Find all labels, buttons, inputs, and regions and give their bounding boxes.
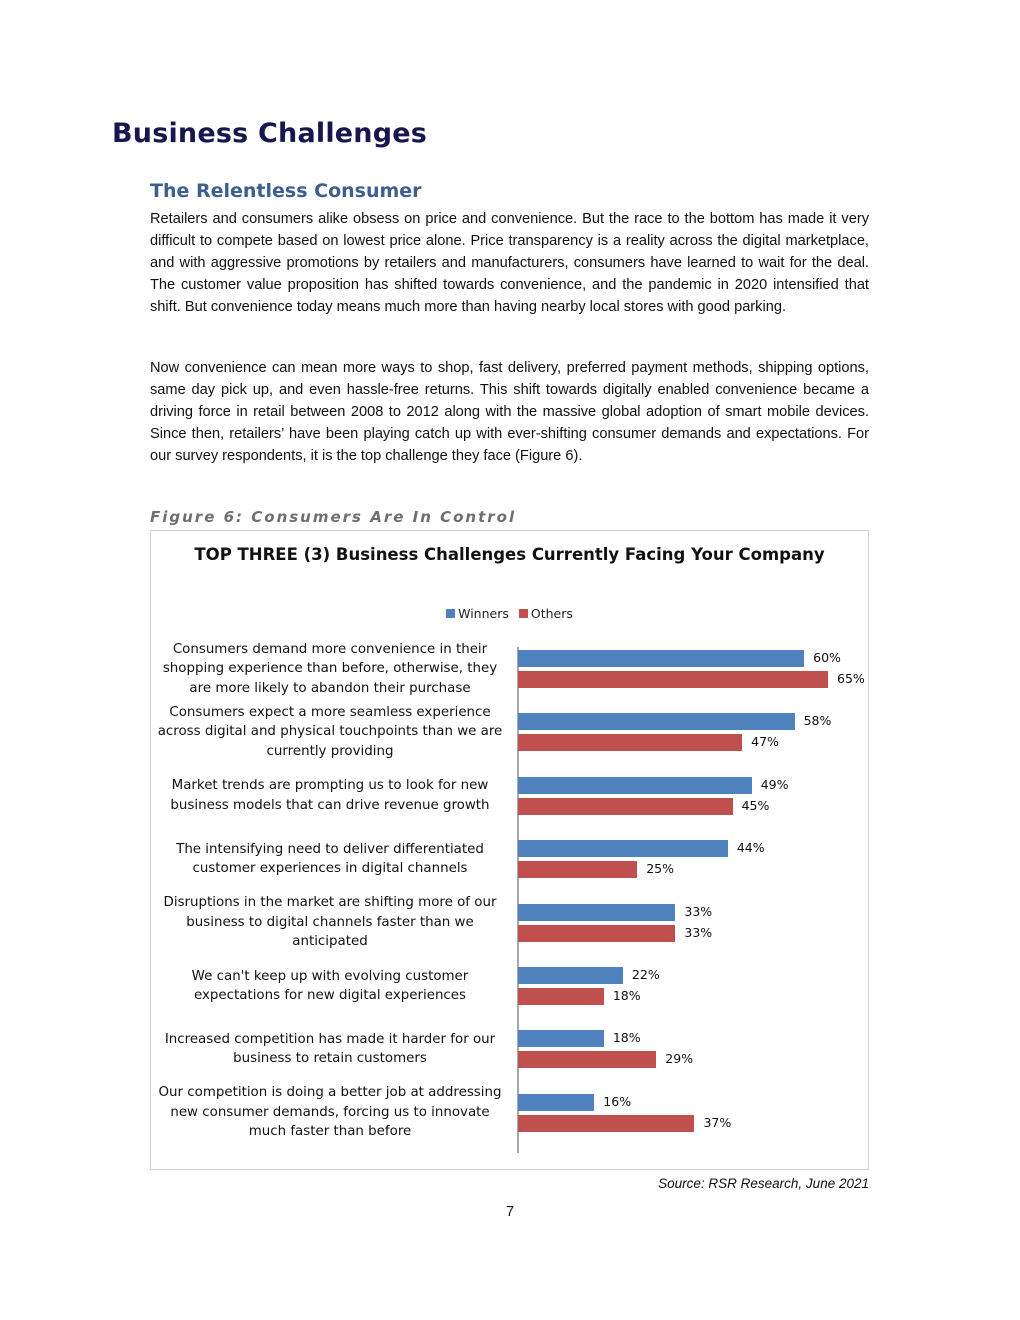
bar-others	[518, 1051, 656, 1068]
bar-others	[518, 734, 742, 751]
bar-winners	[518, 904, 675, 921]
section-subheading: The Relentless Consumer	[150, 180, 422, 202]
chart-legend	[151, 606, 868, 621]
category-label: Market trends are prompting us to look for new business models that can drive revenue growth	[170, 778, 490, 813]
data-label-winners: 18%	[612, 1030, 641, 1046]
category-label: Increased competition has made it harder for our business to retain customers	[164, 1031, 496, 1067]
bar-others	[518, 988, 604, 1005]
legend-label-winners: Winners	[458, 606, 509, 621]
legend-item-others	[519, 606, 573, 621]
bar-winners	[518, 840, 728, 857]
data-label-others: 45%	[741, 797, 770, 813]
legend-swatch-winners	[446, 609, 455, 618]
data-label-winners: 16%	[603, 1093, 632, 1109]
body-paragraph-1: Retailers and consumers alike obsess on price and convenience. But the race to the bottom has made it very difficult to compete based on lowest price alone. Price transparency is a reality across the digital marketplace, and with aggressive promotions by retailers and manufacturers, consumers have learned to wait for the deal. The customer value proposition has shifted towards convenience, and the pandemic in 2020 intensified that shift. But convenience today means much more than having nearby local stores with good parking.	[150, 211, 869, 315]
category-label: Our competition is doing a better job at addressing new consumer demands, forcing us to innovate much faster than before	[158, 1085, 502, 1140]
legend-label-others: Others	[530, 606, 573, 621]
category-label: Consumers demand more convenience in their shopping experience than before, otherwise, they are more likely to abandon their purchase	[162, 641, 498, 696]
bar-others	[518, 1115, 694, 1132]
category-label: The intensifying need to deliver differentiated customer experiences in digital channels	[176, 841, 484, 877]
bar-others	[518, 925, 675, 942]
bar-others	[518, 671, 828, 688]
data-label-others: 65%	[837, 671, 865, 686]
bar-others	[518, 798, 733, 815]
source-note: Source: RSR Research, June 2021	[658, 1176, 869, 1191]
category-label: Consumers expect a more seamless experience across digital and physical touchpoints than we are currently providing	[157, 704, 503, 759]
data-label-others: 33%	[684, 924, 713, 940]
data-label-others: 18%	[612, 988, 641, 1003]
data-label-others: 29%	[665, 1051, 694, 1067]
legend-item-winners	[446, 606, 509, 621]
category-label: Disruptions in the market are shifting more of our business to digital channels faster than we anticipated	[163, 895, 497, 950]
bar-winners	[518, 713, 795, 730]
bar-winners	[518, 777, 752, 794]
data-label-others: 25%	[646, 861, 675, 877]
data-label-winners: 49%	[760, 776, 789, 792]
page-heading: Business Challenges	[112, 118, 428, 149]
data-label-winners: 58%	[803, 713, 832, 729]
page-number: 7	[505, 1204, 515, 1220]
data-label-winners: 44%	[736, 840, 765, 856]
data-label-winners: 33%	[684, 903, 713, 919]
bar-others	[518, 861, 637, 878]
bar-chart	[150, 530, 869, 1170]
category-label: We can't keep up with evolving customer expectations for new digital experiences	[191, 968, 469, 1003]
data-label-others: 37%	[703, 1114, 732, 1130]
bar-winners	[518, 1030, 604, 1047]
data-label-winners: 60%	[813, 650, 841, 665]
body-paragraph-2: Now convenience can mean more ways to shop, fast delivery, preferred payment methods, shipping options, same day pick up, and even hassle-free returns. This shift towards digitally enabled convenience became a driving force in retail between 2008 to 2012 along with the massive global adoption of smart mobile devices. Since then, retailers’ have been playing catch up with ever-shifting consumer demands and expectations. For our survey respondents, it is the top challenge they face (Figure 6).	[150, 360, 869, 464]
bar-winners	[518, 967, 623, 984]
legend-swatch-others	[519, 609, 528, 618]
data-label-winners: 22%	[631, 967, 660, 982]
bar-winners	[518, 1094, 594, 1111]
chart-title: TOP THREE (3) Business Challenges Currently Facing Your Company	[194, 545, 825, 564]
bar-winners	[518, 650, 804, 667]
data-label-others: 47%	[751, 734, 779, 750]
figure-caption: Figure 6: Consumers Are In Control	[150, 508, 517, 526]
